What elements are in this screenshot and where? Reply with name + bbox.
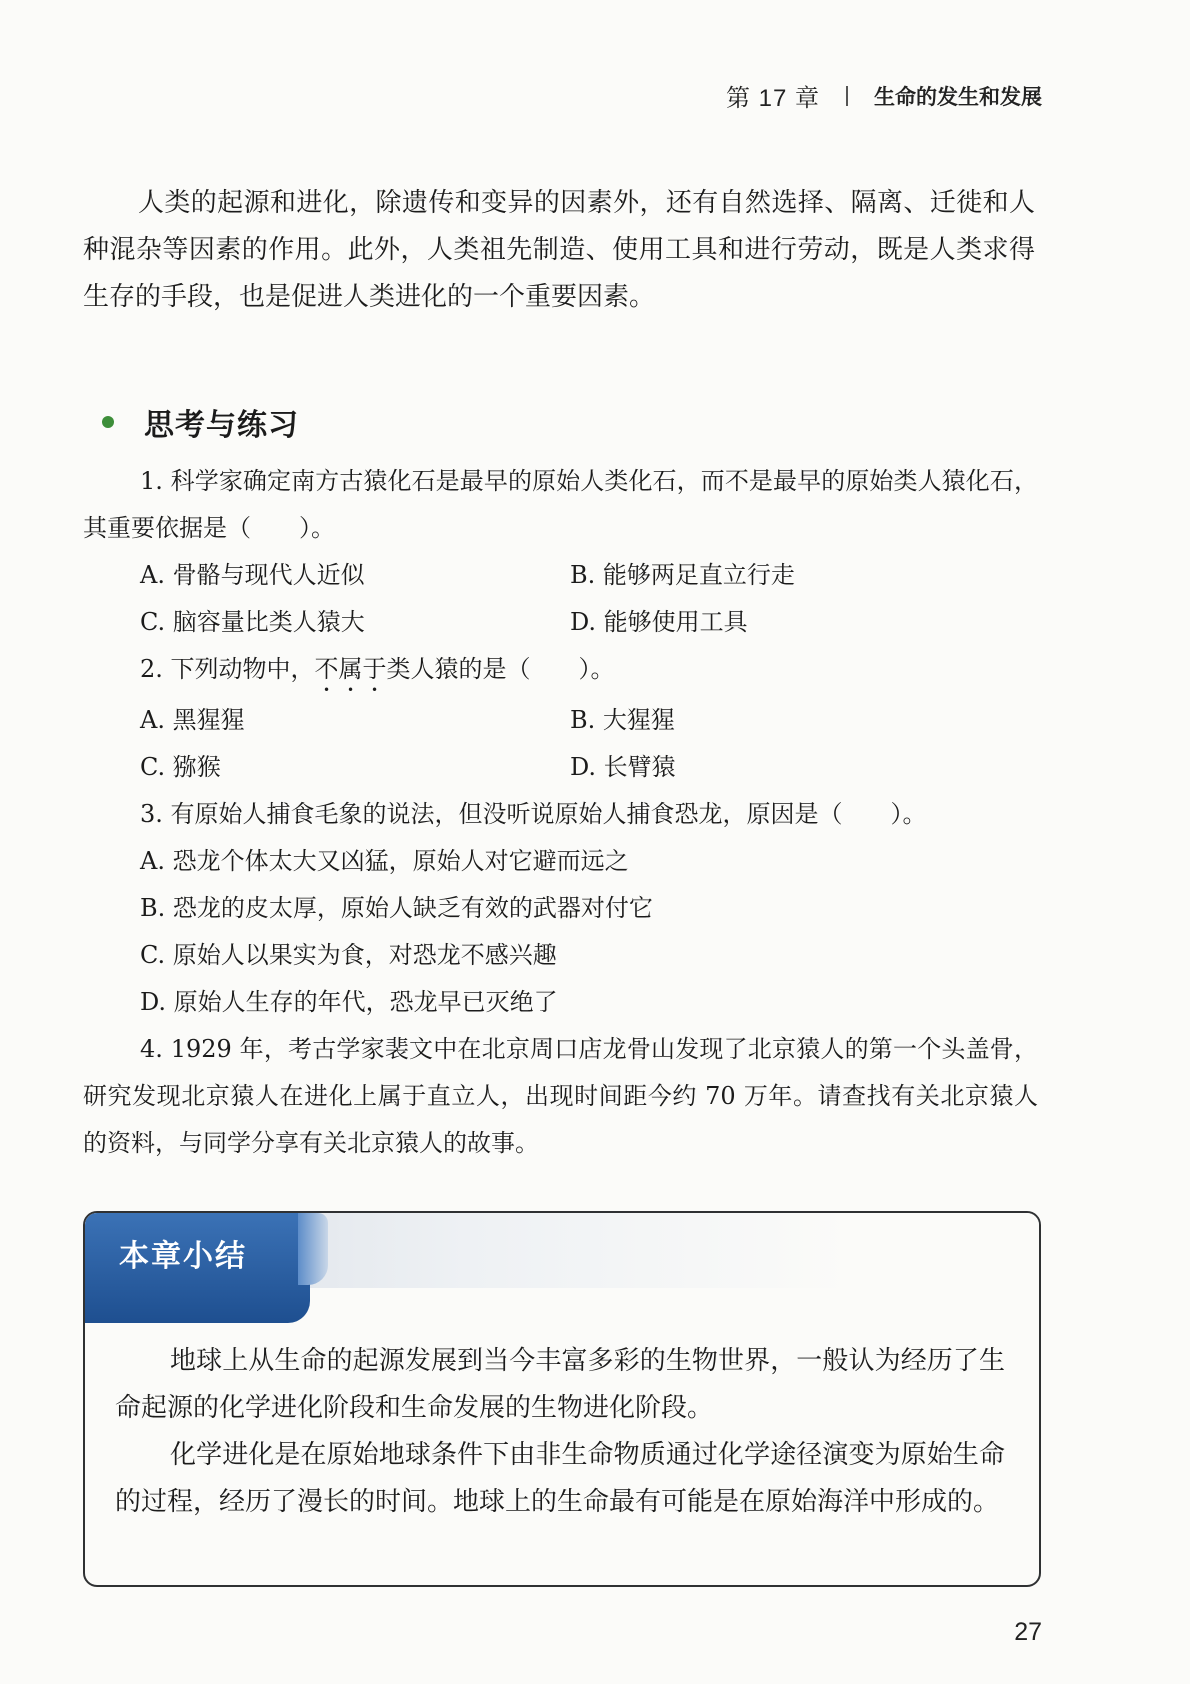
option-c: C. 原始人以果实为食，对恐龙不感兴趣 bbox=[140, 941, 557, 969]
question-3-options bbox=[83, 838, 1038, 1026]
summary-body bbox=[115, 1338, 1005, 1526]
summary-paragraph-2: 化学进化是在原始地球条件下由非生命物质通过化学途径演变为原始生命的过程，经历了漫长的时间。地球上的生命最有可能是在原始海洋中形成的。 bbox=[115, 1440, 1005, 1517]
chapter-summary-box bbox=[83, 1211, 1041, 1587]
question-1-options bbox=[83, 552, 1038, 646]
option-d: D. 能够使用工具 bbox=[570, 608, 748, 636]
option-c: C. 脑容量比类人猿大 bbox=[140, 608, 365, 636]
intro-paragraph: 人类的起源和进化，除遗传和变异的因素外，还有自然选择、隔离、迁徙和人种混杂等因素的作用。此外，人类祖先制造、使用工具和进行劳动，既是人类求得生存的手段，也是促进人类进化的一个重要因素。 bbox=[83, 188, 1035, 312]
question-1: 1. 科学家确定南方古猿化石是最早的原始人类化石，而不是最早的原始类人猿化石，其重要依据是（ ）。 bbox=[83, 467, 1038, 542]
question-2-options bbox=[83, 697, 1038, 791]
chapter-number: 第 17 章 bbox=[725, 85, 820, 112]
option-c: C. 猕猴 bbox=[140, 753, 221, 781]
option-b: B. 恐龙的皮太厚，原始人缺乏有效的武器对付它 bbox=[140, 894, 653, 922]
summary-paragraph-1: 地球上从生命的起源发展到当今丰富多彩的生物世界，一般认为经历了生命起源的化学进化阶段和生命发展的生物进化阶段。 bbox=[115, 1346, 1005, 1423]
chapter-title: 生命的发生和发展 bbox=[874, 84, 1042, 109]
question-4: 4. 1929 年，考古学家裴文中在北京周口店龙骨山发现了北京猿人的第一个头盖骨，研究发现北京猿人在进化上属于直立人，出现时间距今约 70 万年。请查找有关北京猿人的资料，与同学分享有关北京猿人的故事。 bbox=[83, 1035, 1038, 1157]
option-d: D. 长臂猿 bbox=[570, 753, 676, 781]
exercises-title: 思考与练习 bbox=[144, 408, 299, 443]
question-2 bbox=[83, 646, 1038, 697]
option-b: B. 大猩猩 bbox=[570, 706, 675, 734]
question-3: 3. 有原始人捕食毛象的说法，但没听说原始人捕食恐龙，原因是（ ）。 bbox=[140, 800, 927, 828]
running-head bbox=[726, 78, 1042, 113]
question-2-pre: 2. 下列动物中， bbox=[140, 655, 315, 683]
option-a: A. 黑猩猩 bbox=[140, 706, 245, 734]
option-a: A. 恐龙个体太大又凶猛，原始人对它避而远之 bbox=[140, 847, 629, 875]
exercises-heading bbox=[102, 400, 299, 444]
header-divider bbox=[846, 86, 848, 106]
bullet-dot-icon bbox=[102, 416, 114, 428]
question-2-emphasis: 不属于 bbox=[314, 655, 387, 683]
exercise-list bbox=[83, 458, 1038, 1167]
page-number: 27 bbox=[1014, 1618, 1042, 1646]
option-a: A. 骨骼与现代人近似 bbox=[140, 561, 365, 589]
option-d: D. 原始人生存的年代，恐龙早已灭绝了 bbox=[140, 988, 558, 1016]
question-2-post: 类人猿的是（ ）。 bbox=[386, 655, 615, 683]
option-b: B. 能够两足直立行走 bbox=[570, 561, 795, 589]
summary-title: 本章小结 bbox=[119, 1239, 247, 1274]
